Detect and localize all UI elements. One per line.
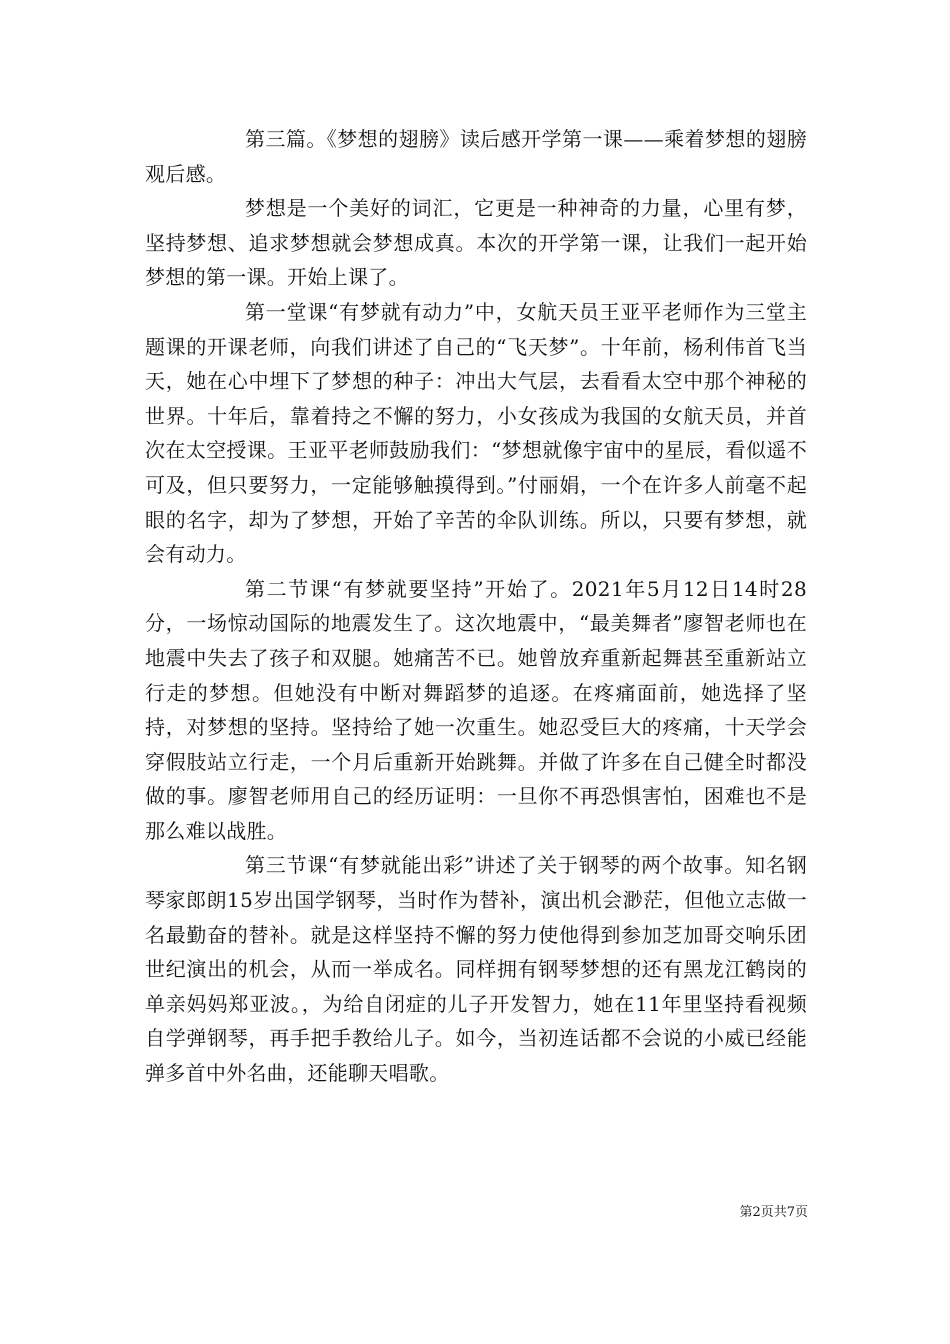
paragraph-lesson-two: 第二节课“有梦就要坚持”开始了。2021年5月12日14时28分，一场惊动国际的地震发生了。这次地震中，“最美舞者”廖智老师也在地震中失去了孩子和双腿。她痛苦不已。她曾放弃重新起舞甚至重新站立行走的梦想。但她没有中断对舞蹈梦的追逐。在疼痛面前，她选择了坚持，对梦想的坚持。坚持给了她一次重生。她忍受巨大的疼痛，十天学会穿假肢站立行走，一个月后重新开始跳舞。并做了许多在自己健全时都没做的事。廖智老师用自己的经历证明：一旦你不再恐惧害怕，困难也不是那么难以战胜。 bbox=[145, 576, 807, 843]
document-body bbox=[145, 122, 807, 1091]
paragraph-title: 第三篇。《梦想的翅膀》读后感开学第一课——乘着梦想的翅膀观后感。 bbox=[145, 127, 807, 186]
paragraph-intro: 梦想是一个美好的词汇，它更是一种神奇的力量，心里有梦，坚持梦想、追求梦想就会梦想成真。本次的开学第一课，让我们一起开始梦想的第一课。开始上课了。 bbox=[145, 196, 807, 290]
paragraph-lesson-one: 第一堂课“有梦就有动力”中，女航天员王亚平老师作为三堂主题课的开课老师，向我们讲述了自己的“飞天梦”。十年前，杨利伟首飞当天，她在心中埋下了梦想的种子：冲出大气层，去看看太空中那个神秘的世界。十年后，靠着持之不懈的努力，小女孩成为我国的女航天员，并首次在太空授课。王亚平老师鼓励我们：“梦想就像宇宙中的星辰，看似遥不可及，但只要努力，一定能够触摸得到。”付丽娟，一个在许多人前毫不起眼的名字，却为了梦想，开始了辛苦的伞队训练。所以，只要有梦想，就会有动力。 bbox=[145, 299, 807, 567]
paragraph-lesson-three: 第三节课“有梦就能出彩”讲述了关于钢琴的两个故事。知名钢琴家郎朗15岁出国学钢琴，当时作为替补，演出机会渺茫，但他立志做一名最勤奋的替补。就是这样坚持不懈的努力使他得到参加芝加哥交响乐团世纪演出的机会，从而一举成名。同样拥有钢琴梦想的还有黑龙江鹤岗的单亲妈妈郑亚波。，为给自闭症的儿子开发智力，她在11年里坚持看视频自学弹钢琴，再手把手教给儿子。如今，当初连话都不会说的小威已经能弹多首中外名曲，还能聊天唱歌。 bbox=[145, 853, 807, 1086]
page-number: 第2页共7页 bbox=[739, 1205, 808, 1220]
